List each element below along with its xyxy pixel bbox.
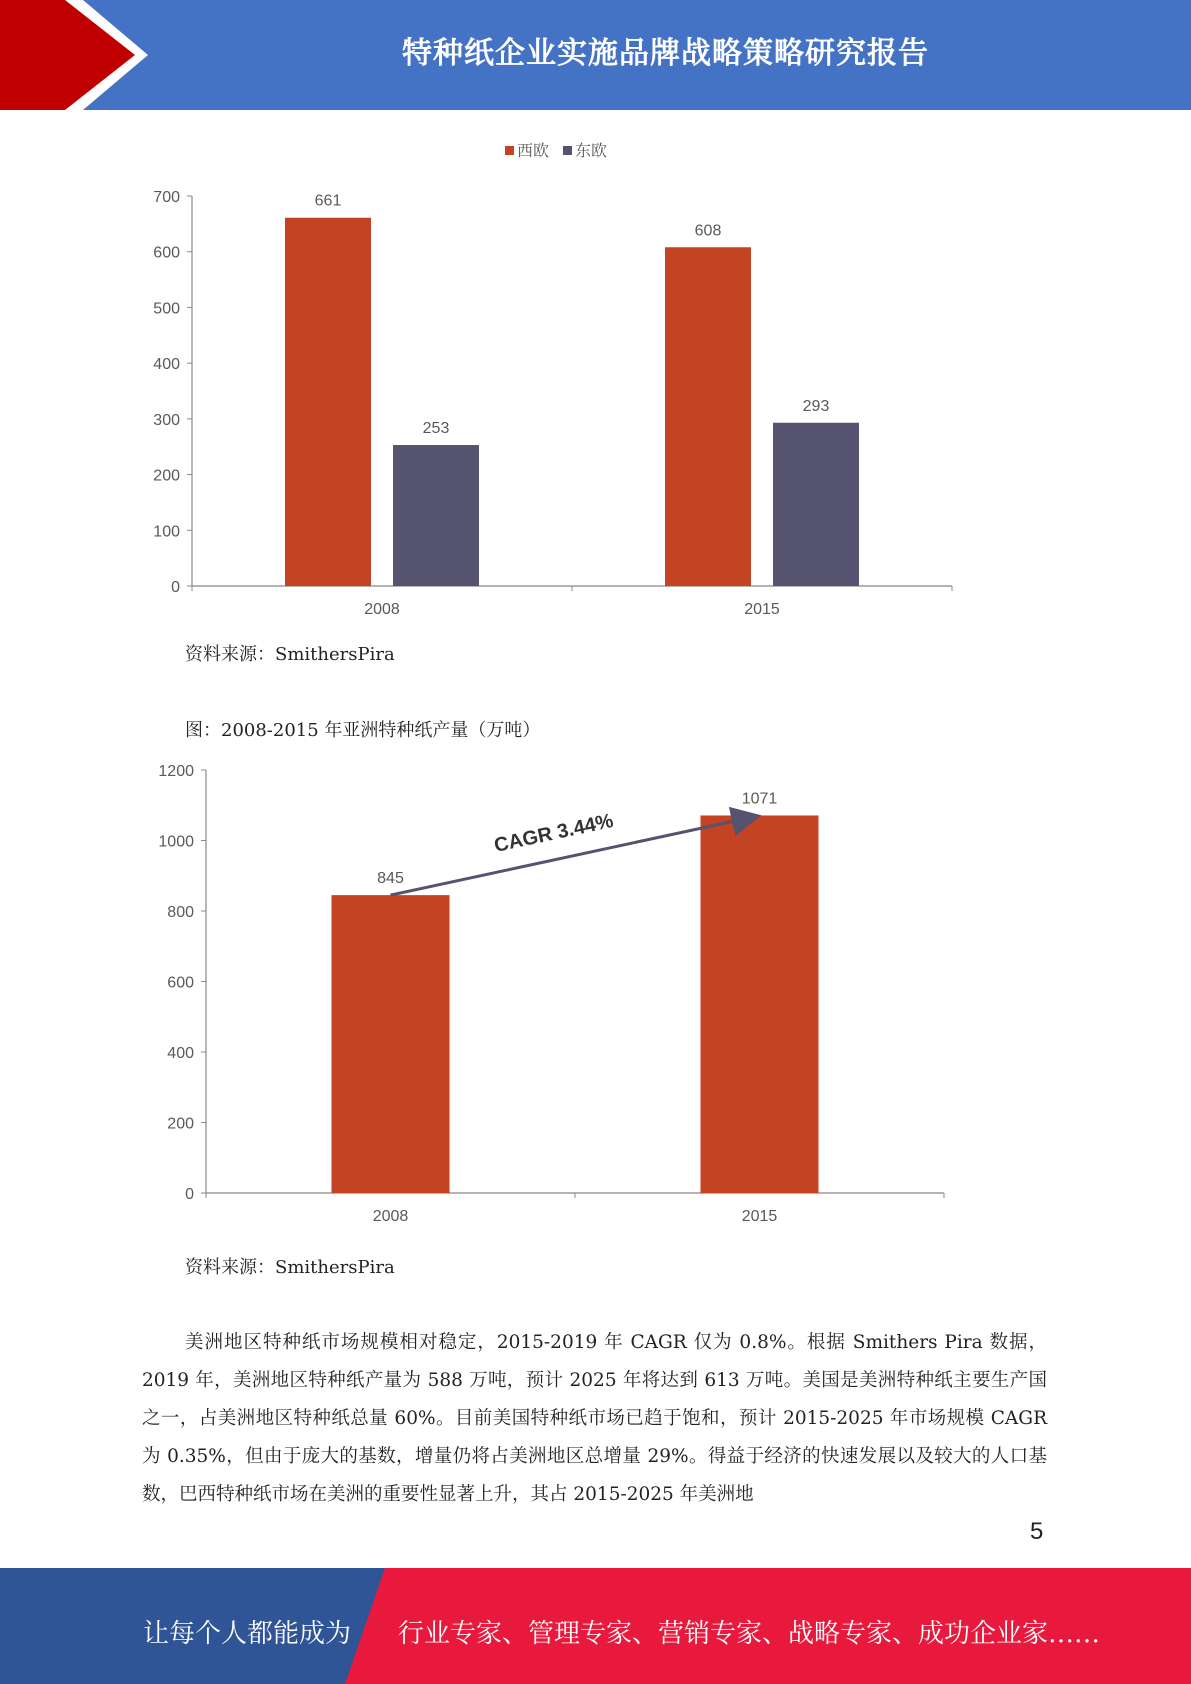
y-tick-label: 700 bbox=[153, 189, 180, 206]
chart-europe bbox=[0, 130, 1191, 620]
figure-caption-asia: 图：2008-2015 年亚洲特种纸产量（万吨） bbox=[185, 720, 541, 741]
data-label: 1071 bbox=[741, 790, 778, 808]
y-tick-label: 400 bbox=[153, 356, 180, 374]
x-tick-label: 2008 bbox=[364, 601, 400, 618]
y-tick-label: 800 bbox=[167, 904, 194, 921]
bar-西欧-2008 bbox=[285, 218, 371, 586]
y-tick-label: 1000 bbox=[158, 833, 194, 851]
y-tick-label: 400 bbox=[167, 1045, 194, 1062]
x-tick-label: 2008 bbox=[372, 1208, 409, 1225]
y-tick-label: 600 bbox=[167, 974, 194, 992]
x-tick-label: 2015 bbox=[744, 601, 780, 618]
body-paragraph: 美洲地区特种纸市场规模相对稳定，2015-2019 年 CAGR 仅为 0.8%。根据 Smithers Pira 数据，2019 年，美洲地区特种纸产量为 588 万吨，预计 2025 年将达到 613 万吨。美国是美洲特种纸主要生产国之一，占美洲地区特种纸总量 60%。目前美国特种纸市场已趋于饱和，预计 2015-2025 年市场规模 CAGR 为 0.35%，但由于庞大的基数，增量仍将占美洲地区总增量 29%。得益于经济的快速发展以及较大的人口基数，巴西特种纸市场在美洲的重要性显著上升，其占 2015-2025 年美洲地 bbox=[142, 1332, 1047, 1505]
legend-swatch-东欧 bbox=[563, 146, 572, 155]
chart-asia bbox=[0, 755, 1191, 1235]
data-label: 661 bbox=[314, 192, 342, 210]
x-tick-label: 2015 bbox=[741, 1208, 778, 1225]
page-footer bbox=[0, 1568, 1191, 1684]
bar-2015 bbox=[701, 815, 819, 1193]
y-tick-label: 200 bbox=[153, 467, 180, 485]
bar-2008 bbox=[332, 895, 450, 1193]
legend-label-东欧: 东欧 bbox=[575, 143, 608, 160]
data-label: 253 bbox=[422, 420, 450, 438]
y-tick-label: 1200 bbox=[158, 763, 194, 780]
y-tick-label: 300 bbox=[153, 411, 180, 429]
data-label: 845 bbox=[377, 870, 404, 888]
source-note-2: 资料来源：SmithersPira bbox=[185, 1257, 395, 1278]
y-tick-label: 0 bbox=[171, 579, 180, 596]
data-label: 293 bbox=[802, 397, 830, 415]
legend-label-西欧: 西欧 bbox=[517, 143, 550, 160]
y-tick-label: 500 bbox=[153, 300, 180, 318]
cagr-annotation: CAGR 3.44% bbox=[492, 809, 616, 857]
source-note-1: 资料来源：SmithersPira bbox=[185, 644, 395, 665]
header-title: 特种纸企业实施品牌战略策略研究报告 bbox=[402, 36, 929, 71]
y-tick-label: 200 bbox=[167, 1115, 194, 1133]
y-tick-label: 600 bbox=[153, 244, 180, 262]
legend-swatch-西欧 bbox=[505, 146, 514, 155]
page-number: 5 bbox=[1030, 1518, 1044, 1545]
footer-slogan-right: 行业专家、管理专家、营销专家、战略专家、成功企业家…… bbox=[398, 1619, 1101, 1649]
page-header bbox=[0, 0, 1191, 110]
data-label: 608 bbox=[694, 222, 722, 240]
y-tick-label: 0 bbox=[185, 1186, 194, 1203]
bar-东欧-2015 bbox=[773, 423, 859, 586]
footer-slogan-left: 让每个人都能成为 bbox=[143, 1619, 352, 1649]
bar-东欧-2008 bbox=[393, 445, 479, 586]
bar-西欧-2015 bbox=[665, 247, 751, 586]
y-tick-label: 100 bbox=[153, 523, 180, 541]
